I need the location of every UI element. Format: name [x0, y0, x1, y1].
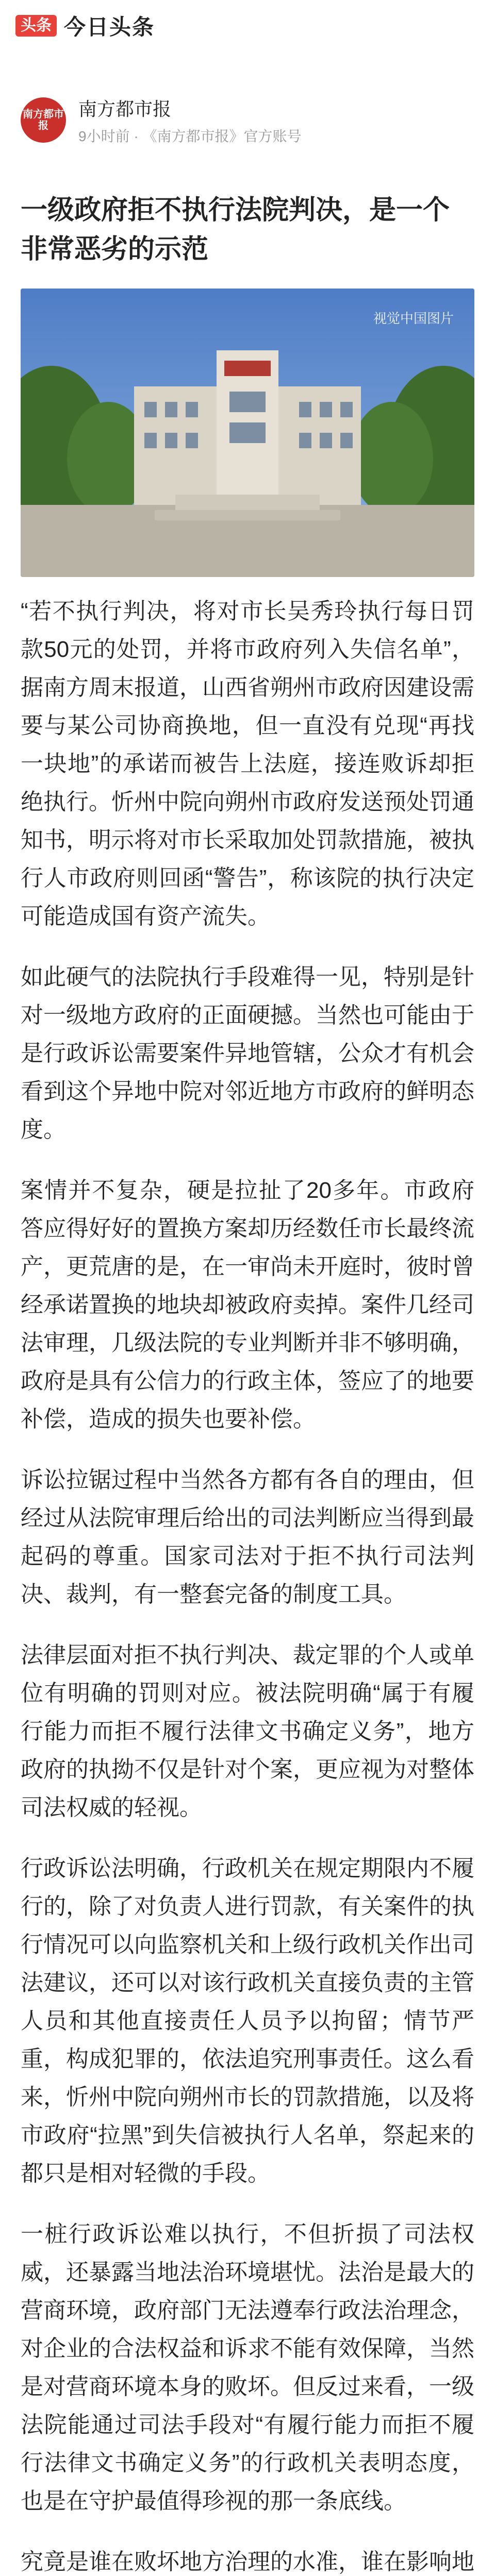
app-header	[0, 0, 495, 52]
author-meta-line: 9小时前 · 《南方都市报》官方账号	[78, 128, 302, 144]
article-paragraph: 究竟是谁在败坏地方治理的水准，谁在影响地	[21, 2549, 474, 2574]
image-watermark: 视觉中国图片	[373, 311, 454, 326]
article-paragraph: 法律层面对拒不执行判决、裁定罪的个人或单位有明确的罚则对应。被法院明确“属于有履行能力而拒不履行法律文书确定义务”，地方政府的执拗不仅是针对个案，更应视为对整体司法权威的轻视。	[21, 1642, 474, 1820]
app-name: 今日头条	[64, 15, 155, 39]
article-body	[21, 592, 474, 2576]
article-paragraph: 如此硬气的法院执行手段难得一见，特别是针对一级地方政府的正面硬撼。当然也可能由于是行政诉讼需要案件异地管辖，公众才有机会看到这个异地中院对邻近地方市政府的鲜明态度。	[21, 964, 474, 1142]
article-image[interactable]	[21, 289, 474, 577]
author-meta	[78, 95, 301, 146]
building-photo	[21, 289, 474, 577]
article-paragraph: 一桩行政诉讼难以执行，不但折损了司法权威，还暴露当地法治环境堪忧。法治是最大的营商环境，政府部门无法遵奉行政法治理念，对企业的合法权益和诉求不能有效保障，当然是对营商环境本身的败坏。但反过来看，一级法院能通过司法手段对“有履行能力而拒不履行法律文书确定义务”的行政机关表明态度，也是在守护最值得珍视的那一条底线。	[21, 2222, 474, 2514]
article-paragraph: 行政诉讼法明确，行政机关在规定期限内不履行的，除了对负责人进行罚款，有关案件的执行情况可以向监察机关和上级行政机关作出司法建议，还可以对该行政机关直接负责的主管人员和其他直接责任人员予以拘留；情节严重，构成犯罪的，依法追究刑事责任。这么看来，忻州中院向朔州市长的罚款措施，以及将市政府“拉黑”到失信被执行人名单，祭起来的都只是相对轻微的手段。	[21, 1856, 474, 2186]
article-paragraph: 案情并不复杂，硬是拉扯了20多年。市政府答应得好好的置换方案却历经数任市长最终流产，更荒唐的是，在一审尚未开庭时，彼时曾经承诺置换的地块却被政府卖掉。案件几经司法审理，几级法院的专业判断并非不够明确，政府是具有公信力的行政主体，签应了的地要补偿，造成的损失也要补偿。	[21, 1178, 474, 1432]
article-title: 一级政府拒不执行法院判决，是一个非常恶劣的示范	[21, 195, 450, 264]
app-logo-badge: 头条	[15, 15, 57, 37]
article-paragraph: 诉讼拉锯过程中当然各方都有各自的理由，但经过从法院审理后给出的司法判断应当得到最起码的尊重。国家司法对于拒不执行司法判决、裁判，有一整套完备的制度工具。	[21, 1467, 474, 1607]
author-row[interactable]	[21, 92, 474, 148]
article-paragraph: “若不执行判决，将对市长吴秀玲执行每日罚款50元的处罚，并将市政府列入失信名单”，据南方周末报道，山西省朔州市政府因建设需要与某公司协商换地，但一直没有兑现“再找一块地”的承诺而被告上法庭，接连败诉却拒绝执行。忻州中院向朔州市政府发送预处罚通知书，明示将对市长采取加处罚款措施，被执行人市政府则回函“警告”，称该院的执行决定可能造成国有资产流失。	[21, 599, 474, 929]
author-name[interactable]: 南方都市报	[78, 98, 172, 120]
avatar[interactable]	[21, 97, 66, 143]
avatar-text: 南方都市报	[23, 109, 64, 131]
